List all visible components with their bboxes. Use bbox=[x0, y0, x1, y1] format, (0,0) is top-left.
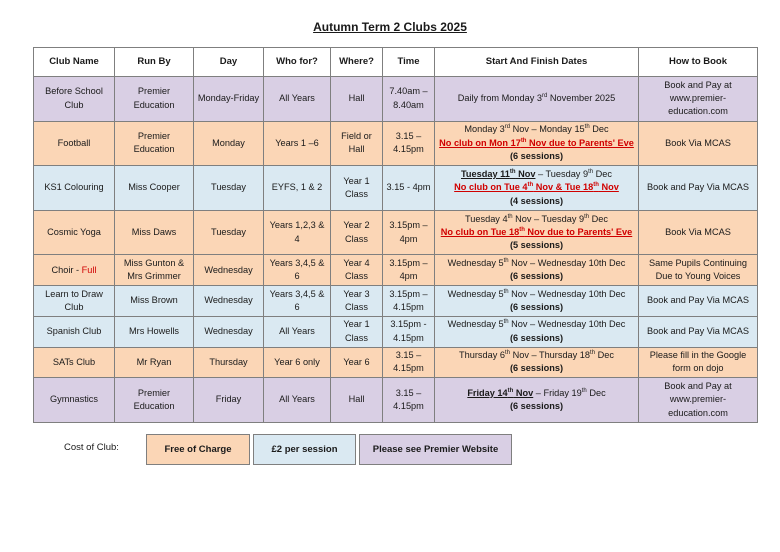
run-by: Premier Education bbox=[115, 77, 194, 122]
where: Year 2 Class bbox=[331, 210, 383, 255]
how-to-book: Book Via MCAS bbox=[639, 210, 758, 255]
who-for: All Years bbox=[264, 77, 331, 122]
dates: Thursday 6th Nov – Thursday 18th Dec (6 sessions) bbox=[435, 347, 639, 378]
day: Monday bbox=[194, 121, 264, 166]
who-for: EYFS, 1 & 2 bbox=[264, 166, 331, 211]
day: Thursday bbox=[194, 347, 264, 378]
header-how-to-book: How to Book bbox=[639, 48, 758, 77]
table-row bbox=[34, 378, 758, 423]
time: 3.15 – 4.15pm bbox=[383, 347, 435, 378]
club-name: Cosmic Yoga bbox=[34, 210, 115, 255]
who-for: All Years bbox=[264, 378, 331, 423]
table-row bbox=[34, 286, 758, 317]
run-by: Mr Ryan bbox=[115, 347, 194, 378]
table-row bbox=[34, 210, 758, 255]
club-name: Spanish Club bbox=[34, 316, 115, 347]
run-by: Miss Cooper bbox=[115, 166, 194, 211]
where: Year 4 Class bbox=[331, 255, 383, 286]
where: Year 1 Class bbox=[331, 316, 383, 347]
full-badge: Full bbox=[81, 264, 97, 275]
table-row bbox=[34, 166, 758, 211]
where: Year 3 Class bbox=[331, 286, 383, 317]
how-to-book: Book Via MCAS bbox=[639, 121, 758, 166]
run-by: Miss Gunton & Mrs Grimmer bbox=[115, 255, 194, 286]
day: Monday-Friday bbox=[194, 77, 264, 122]
how-to-book: Book and Pay at www.premier-education.com bbox=[639, 77, 758, 122]
how-to-book: Please fill in the Google form on dojo bbox=[639, 347, 758, 378]
club-name: Learn to Draw Club bbox=[34, 286, 115, 317]
table-header-row bbox=[34, 48, 758, 77]
dates: Daily from Monday 3rd November 2025 bbox=[435, 77, 639, 122]
how-to-book: Book and Pay Via MCAS bbox=[639, 316, 758, 347]
day: Wednesday bbox=[194, 255, 264, 286]
day: Tuesday bbox=[194, 166, 264, 211]
where: Year 1 Class bbox=[331, 166, 383, 211]
how-to-book: Book and Pay Via MCAS bbox=[639, 166, 758, 211]
club-name: Gymnastics bbox=[34, 378, 115, 423]
header-time: Time bbox=[383, 48, 435, 77]
time: 3.15pm – 4pm bbox=[383, 255, 435, 286]
dates: Tuesday 4th Nov – Tuesday 9th Dec No club on Tue 18th Nov due to Parents' Eve (5 sessions) bbox=[435, 210, 639, 255]
run-by: Premier Education bbox=[115, 121, 194, 166]
table-row bbox=[34, 347, 758, 378]
day: Wednesday bbox=[194, 316, 264, 347]
header-who-for: Who for? bbox=[264, 48, 331, 77]
header-run-by: Run By bbox=[115, 48, 194, 77]
time: 3.15pm – 4pm bbox=[383, 210, 435, 255]
who-for: Years 1,2,3 & 4 bbox=[264, 210, 331, 255]
time: 3.15pm - 4.15pm bbox=[383, 316, 435, 347]
club-name: Choir - Full bbox=[34, 255, 115, 286]
run-by: Mrs Howells bbox=[115, 316, 194, 347]
header-day: Day bbox=[194, 48, 264, 77]
run-by: Miss Daws bbox=[115, 210, 194, 255]
who-for: Years 1 –6 bbox=[264, 121, 331, 166]
dates: Friday 14th Nov – Friday 19th Dec (6 sessions) bbox=[435, 378, 639, 423]
who-for: Years 3,4,5 & 6 bbox=[264, 286, 331, 317]
dates: Monday 3rd Nov – Monday 15th Dec No club on Mon 17th Nov due to Parents' Eve (6 sessions) bbox=[435, 121, 639, 166]
day: Tuesday bbox=[194, 210, 264, 255]
day: Wednesday bbox=[194, 286, 264, 317]
cost-label: Cost of Club: bbox=[64, 442, 119, 453]
where: Hall bbox=[331, 77, 383, 122]
how-to-book: Book and Pay at www.premier-education.com bbox=[639, 378, 758, 423]
cost-key-free: Free of Charge bbox=[146, 434, 250, 465]
no-club-notice: No club on Tue 18th Nov due to Parents' Eve bbox=[440, 226, 633, 237]
no-club-notice: No club on Mon 17th Nov due to Parents' Eve bbox=[439, 137, 634, 148]
table-row bbox=[34, 316, 758, 347]
how-to-book: Same Pupils Continuing Due to Young Voices bbox=[639, 255, 758, 286]
where: Field or Hall bbox=[331, 121, 383, 166]
header-where: Where? bbox=[331, 48, 383, 77]
club-name: SATs Club bbox=[34, 347, 115, 378]
no-club-notice: No club on Tue 4th Nov & Tue 18th Nov bbox=[454, 182, 619, 193]
table-row bbox=[34, 121, 758, 166]
time: 7.40am – 8.40am bbox=[383, 77, 435, 122]
cost-key-per-session: £2 per session bbox=[253, 434, 356, 465]
where: Hall bbox=[331, 378, 383, 423]
run-by: Premier Education bbox=[115, 378, 194, 423]
club-name: Football bbox=[34, 121, 115, 166]
cost-key-premier: Please see Premier Website bbox=[359, 434, 512, 465]
table-row bbox=[34, 255, 758, 286]
dates: Wednesday 5th Nov – Wednesday 10th Dec (6 sessions) bbox=[435, 316, 639, 347]
dates: Tuesday 11th Nov – Tuesday 9th Dec No club on Tue 4th Nov & Tue 18th Nov (4 sessions) bbox=[435, 166, 639, 211]
who-for: Years 3,4,5 & 6 bbox=[264, 255, 331, 286]
day: Friday bbox=[194, 378, 264, 423]
time: 3.15pm – 4.15pm bbox=[383, 286, 435, 317]
where: Year 6 bbox=[331, 347, 383, 378]
run-by: Miss Brown bbox=[115, 286, 194, 317]
header-club-name: Club Name bbox=[34, 48, 115, 77]
table-row bbox=[34, 77, 758, 122]
club-name: KS1 Colouring bbox=[34, 166, 115, 211]
club-name: Before School Club bbox=[34, 77, 115, 122]
dates: Wednesday 5th Nov – Wednesday 10th Dec (6 sessions) bbox=[435, 286, 639, 317]
page-title: Autumn Term 2 Clubs 2025 bbox=[313, 20, 467, 34]
clubs-table bbox=[33, 47, 758, 423]
time: 3.15 – 4.15pm bbox=[383, 378, 435, 423]
who-for: Year 6 only bbox=[264, 347, 331, 378]
who-for: All Years bbox=[264, 316, 331, 347]
header-dates: Start And Finish Dates bbox=[435, 48, 639, 77]
time: 3.15 - 4pm bbox=[383, 166, 435, 211]
dates: Wednesday 5th Nov – Wednesday 10th Dec (6 sessions) bbox=[435, 255, 639, 286]
how-to-book: Book and Pay Via MCAS bbox=[639, 286, 758, 317]
time: 3.15 – 4.15pm bbox=[383, 121, 435, 166]
